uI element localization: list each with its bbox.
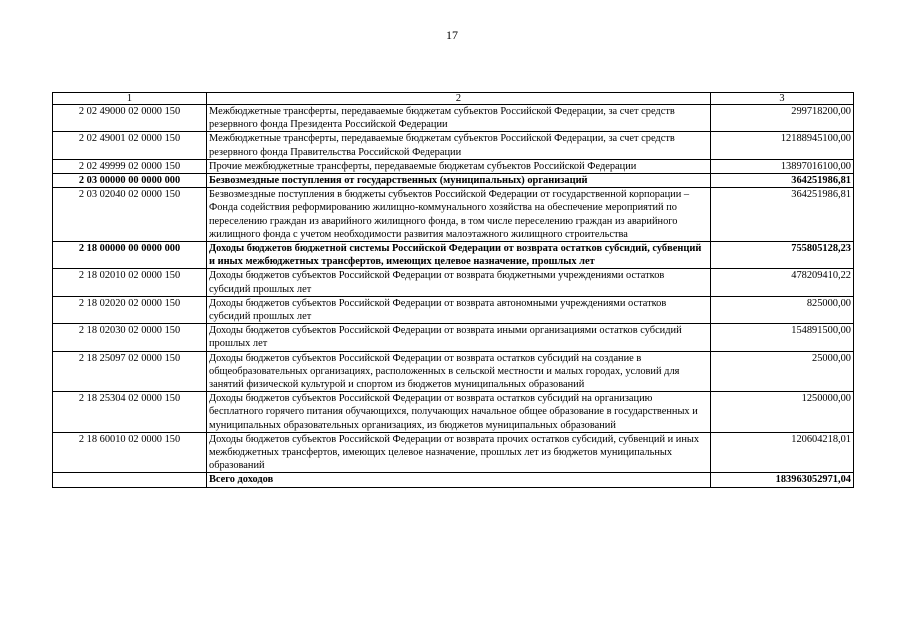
row-amount: 25000,00 — [711, 351, 854, 392]
row-code: 2 03 02040 02 0000 150 — [53, 188, 207, 242]
column-header-name: 2 — [207, 93, 711, 105]
row-amount: 120604218,01 — [711, 432, 854, 473]
revenue-table — [52, 92, 854, 488]
row-code: 2 02 49999 02 0000 150 — [53, 159, 207, 173]
row-name: Доходы бюджетов субъектов Российской Федерации от возврата иными организациями остатков субсидий прошлых лет — [207, 324, 711, 351]
table-row — [53, 159, 854, 173]
column-header-amount: 3 — [711, 93, 854, 105]
row-name: Доходы бюджетов субъектов Российской Федерации от возврата автономными учреждениями остатков субсидий прошлых лет — [207, 296, 711, 323]
row-code: 2 02 49001 02 0000 150 — [53, 132, 207, 159]
row-name: Доходы бюджетов субъектов Российской Федерации от возврата остатков субсидий на организацию бесплатного горячего питания обучающихся, получающих начальное общее образование в государственных и муниципальных образовательных организациях, из бюджетов муниципальных образований — [207, 392, 711, 433]
row-code: 2 03 00000 00 0000 000 — [53, 174, 207, 188]
table-row — [53, 324, 854, 351]
page-number: 17 — [446, 28, 458, 42]
table-row — [53, 392, 854, 433]
row-amount: 299718200,00 — [711, 105, 854, 132]
total-label: Всего доходов — [207, 473, 711, 487]
table-row — [53, 432, 854, 473]
row-name: Межбюджетные трансферты, передаваемые бюджетам субъектов Российской Федерации, за счет средств резервного фонда Правительства Российской Федерации — [207, 132, 711, 159]
row-amount: 364251986,81 — [711, 188, 854, 242]
table-row — [53, 351, 854, 392]
row-amount: 478209410,22 — [711, 269, 854, 296]
row-code — [53, 473, 207, 487]
row-amount: 1250000,00 — [711, 392, 854, 433]
column-header-code: 1 — [53, 93, 207, 105]
row-amount: 12188945100,00 — [711, 132, 854, 159]
table-row — [53, 105, 854, 132]
table-header-row — [53, 93, 854, 105]
row-code: 2 18 02020 02 0000 150 — [53, 296, 207, 323]
row-amount: 364251986,81 — [711, 174, 854, 188]
table-row — [53, 132, 854, 159]
row-amount: 755805128,23 — [711, 242, 854, 269]
row-name: Безвозмездные поступления в бюджеты субъектов Российской Федерации от государственной корпорации – Фонда содействия реформированию жилищно-коммунального хозяйства на обеспечение мероприятий по переселению граждан из аварийного жилищного фонда, в том числе переселению граждан из аварийного жилищного фонда с учетом необходимости развития малоэтажного жилищного строительства — [207, 188, 711, 242]
row-code: 2 18 02010 02 0000 150 — [53, 269, 207, 296]
row-name: Прочие межбюджетные трансферты, передаваемые бюджетам субъектов Российской Федерации — [207, 159, 711, 173]
table-row — [53, 296, 854, 323]
row-code: 2 18 02030 02 0000 150 — [53, 324, 207, 351]
row-amount: 13897016100,00 — [711, 159, 854, 173]
row-code: 2 18 00000 00 0000 000 — [53, 242, 207, 269]
row-amount: 825000,00 — [711, 296, 854, 323]
row-name: Доходы бюджетов субъектов Российской Федерации от возврата остатков субсидий на создание в общеобразовательных организациях, расположенных в сельской местности и малых городах, условий для занятий физической культурой и спортом из бюджетов муниципальных образований — [207, 351, 711, 392]
row-code: 2 02 49000 02 0000 150 — [53, 105, 207, 132]
table-row — [53, 269, 854, 296]
row-name: Доходы бюджетов бюджетной системы Российской Федерации от возврата остатков субсидий, субвенций и иных межбюджетных трансфертов, имеющих целевое назначение, прошлых лет — [207, 242, 711, 269]
table-row-section — [53, 242, 854, 269]
row-name: Доходы бюджетов субъектов Российской Федерации от возврата прочих остатков субсидий, субвенций и иных межбюджетных трансфертов, имеющих целевое назначение, прошлых лет из бюджетов муниципальных образований — [207, 432, 711, 473]
row-name: Межбюджетные трансферты, передаваемые бюджетам субъектов Российской Федерации, за счет средств резервного фонда Президента Российской Федерации — [207, 105, 711, 132]
row-name: Доходы бюджетов субъектов Российской Федерации от возврата бюджетными учреждениями остатков субсидий прошлых лет — [207, 269, 711, 296]
row-name: Безвозмездные поступления от государственных (муниципальных) организаций — [207, 174, 711, 188]
row-code: 2 18 25097 02 0000 150 — [53, 351, 207, 392]
row-code: 2 18 25304 02 0000 150 — [53, 392, 207, 433]
table-row-total — [53, 473, 854, 487]
row-code: 2 18 60010 02 0000 150 — [53, 432, 207, 473]
row-amount: 154891500,00 — [711, 324, 854, 351]
total-amount: 183963052971,04 — [711, 473, 854, 487]
table-row-section — [53, 174, 854, 188]
table-row — [53, 188, 854, 242]
